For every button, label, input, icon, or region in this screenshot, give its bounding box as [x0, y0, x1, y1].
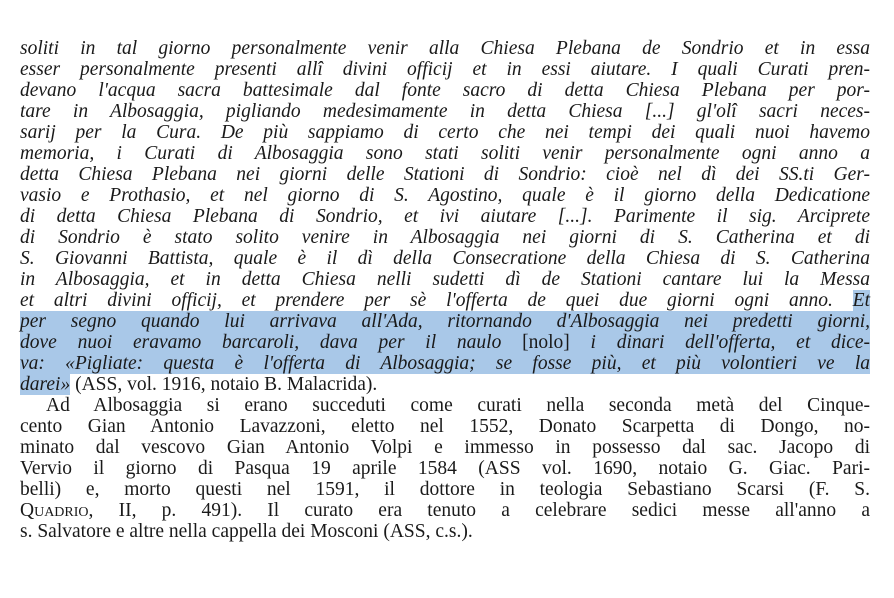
quote-line: soliti in tal giorno personalmente venir alla Chiesa Plebana de Sondrio et in essa — [20, 38, 870, 59]
quote-line: detta Chiesa Plebana nei giorni delle Stationi di Sondrio: cioè nel dì dei SS.ti Ger- — [20, 164, 870, 185]
quote-line: esser personalmente presenti allî divini officij et in essi aiutare. I quali Curati pren- — [20, 59, 870, 80]
quote-text: et altri divini officij, et prendere per sè l'offerta de quei due giorni ogni anno. — [20, 290, 853, 311]
quote-line: vasio e Prothasio, et nel giorno di S. Agostino, quale è il giorno della Dedicatione — [20, 185, 870, 206]
paragraph-line: belli) e, morto questi nel 1591, il dottore in teologia Sebastiano Scarsi (F. S. — [20, 479, 870, 500]
quote-line: tare in Albosaggia, pigliando medesimamente in detta Chiesa [...] gl'olî sacri neces- — [20, 101, 870, 122]
paragraph-line — [20, 500, 870, 521]
quote-line: di Sondrio è stato solito venire in Albosaggia nei giorni di S. Catherina et di — [20, 227, 870, 248]
citation: (ASS, vol. 1916, notaio B. Malacrida). — [70, 374, 378, 395]
selected-text[interactable]: Et — [852, 290, 870, 311]
quote-end-line — [20, 374, 870, 395]
selected-quote-line[interactable]: per segno quando lui arrivava all'Ada, ritornando d'Albosaggia nei predetti giorni, — [20, 311, 870, 332]
paragraph-line: Vervio il giorno di Pasqua 19 aprile 1584 (ASS vol. 1690, notaio G. Giac. Pari- — [20, 458, 870, 479]
quote-line — [20, 290, 870, 311]
selected-text[interactable]: i dinari dell'offerta, et dice- — [569, 332, 870, 353]
quote-line: di detta Chiesa Plebana di Sondrio, et ivi aiutare [...]. Parimente il sig. Arciprete — [20, 206, 870, 227]
quote-line: S. Giovanni Battista, quale è il dì della Consecratione della Chiesa di S. Catherina — [20, 248, 870, 269]
paragraph-line: minato dal vescovo Gian Antonio Volpi e immesso in possesso dal sac. Jacopo di — [20, 437, 870, 458]
paragraph-line: s. Salvatore e altre nella cappella dei Mosconi (ASS, c.s.). — [20, 521, 473, 542]
quote-line: devano l'acqua sacra battesimale dal fonte sacro di detta Chiesa Plebana per por- — [20, 80, 870, 101]
editorial-note[interactable]: [nolo] — [522, 332, 570, 353]
quote-line: memoria, i Curati di Albosaggia sono stati soliti venir personalmente ogni anno a — [20, 143, 870, 164]
author-name: Quadrio — [20, 500, 89, 521]
paragraph-line: Ad Albosaggia si erano succeduti come curati nella seconda metà del Cinque- — [46, 395, 870, 416]
selected-quote-line[interactable] — [20, 332, 870, 353]
selected-text[interactable]: darei» — [20, 374, 71, 395]
selected-quote-line[interactable]: va: «Pigliate: questa è l'offerta di Albosaggia; se fosse più, et più volontieri ve la — [20, 353, 870, 374]
paragraph-line: cento Gian Antonio Lavazzoni, eletto nel 1552, Donato Scarpetta di Dongo, no- — [20, 416, 870, 437]
document-text — [20, 38, 870, 542]
selected-text[interactable]: dove nuoi eravamo barcaroli, dava per il naulo — [20, 332, 523, 353]
quote-line: in Albosaggia, et in detta Chiesa nelli sudetti dì de Stationi cantare lui la Messa — [20, 269, 870, 290]
paragraph-text: , II, p. 491). Il curato era tenuto a celebrare sedici messe all'anno a — [88, 500, 870, 521]
quote-line: sarij per la Cura. De più sappiamo di certo che nei tempi dei quali nuoi havemo — [20, 122, 870, 143]
